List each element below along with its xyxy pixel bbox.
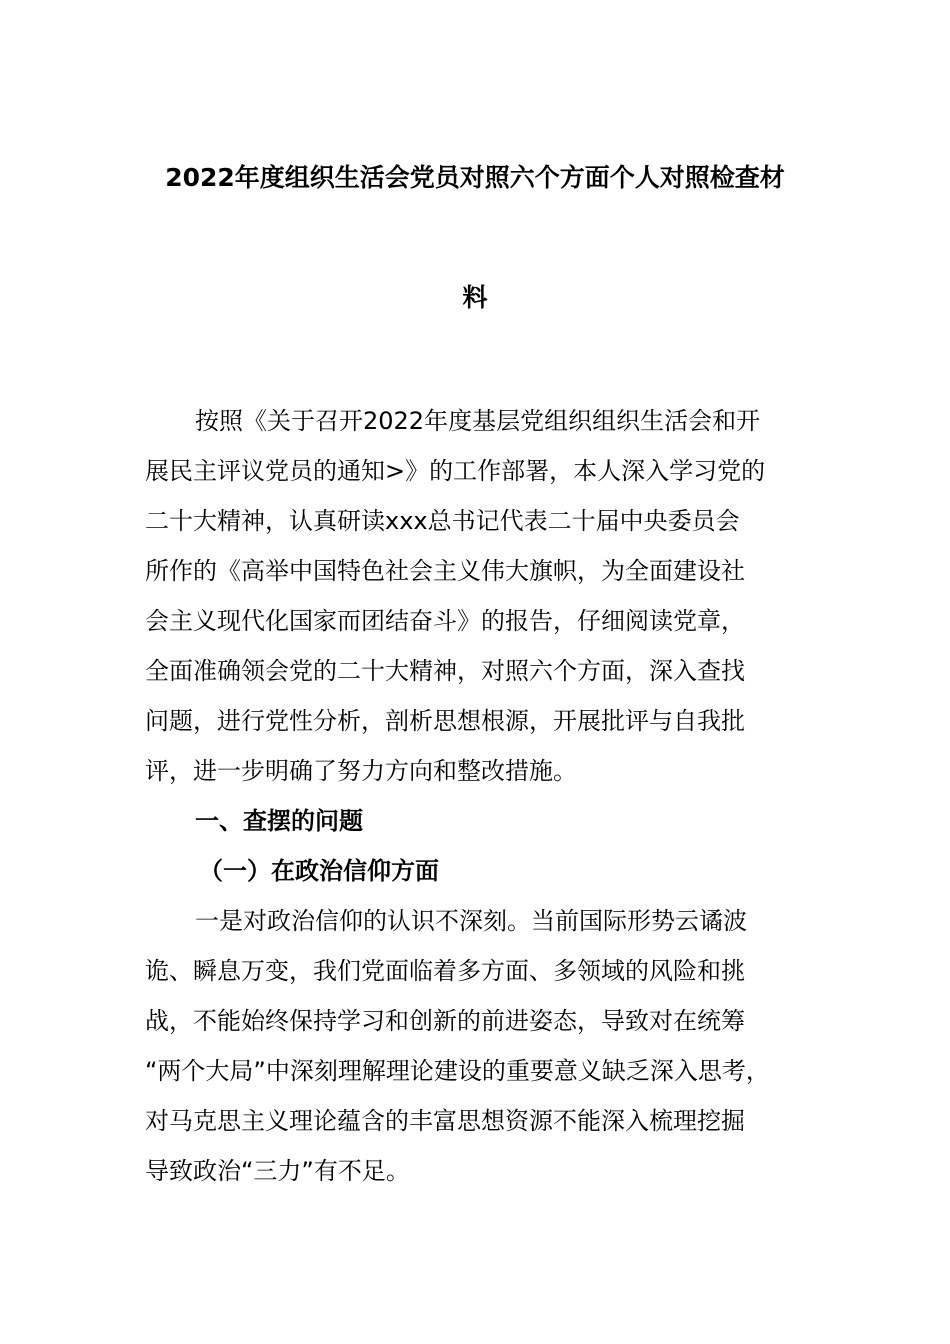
document-title-line-2: 料 — [462, 283, 488, 312]
paragraph-line: 问题，进行党性分析，剖析思想根源，开展批评与自我批 — [145, 707, 745, 735]
paragraph-line: 一是对政治信仰的认识不深刻。当前国际形势云谲波 — [195, 907, 747, 935]
paragraph-line: “两个大局”中深刻理解理论建设的重要意义缺乏深入思考， — [145, 1057, 770, 1085]
document-title-line-1: 2022年度组织生活会党员对照六个方面个人对照检查材 — [165, 163, 785, 192]
paragraph-line: 对马克思主义理论蕴含的丰富思想资源不能深入梳理挖掘 — [145, 1107, 745, 1135]
paragraph-line: 会主义现代化国家而团结奋斗》的报告，仔细阅读党章， — [145, 607, 745, 635]
paragraph-line: 评，进一步明确了努力方向和整改措施。 — [145, 757, 577, 785]
paragraph-line: 战，不能始终保持学习和创新的前进姿态，导致对在统筹 — [145, 1007, 745, 1035]
paragraph-line: 二十大精神，认真研读xxx总书记代表二十届中央委员会 — [145, 507, 740, 535]
section-heading: 一、查摆的问题 — [195, 807, 363, 835]
paragraph-line: 诡、瞬息万变，我们党面临着多方面、多领域的风险和挑 — [145, 957, 745, 985]
paragraph-line: 全面准确领会党的二十大精神，对照六个方面，深入查找 — [145, 657, 745, 685]
paragraph-line: 按照《关于召开2022年度基层党组织组织生活会和开 — [195, 407, 761, 435]
paragraph-line: 所作的《高举中国特色社会主义伟大旗帜，为全面建设社 — [145, 557, 745, 585]
subsection-heading: （一）在政治信仰方面 — [199, 857, 439, 885]
paragraph-line: 导致政治“三力”有不足。 — [145, 1157, 410, 1185]
paragraph-line: 展民主评议党员的通知>》的工作部署，本人深入学习党的 — [145, 457, 766, 485]
